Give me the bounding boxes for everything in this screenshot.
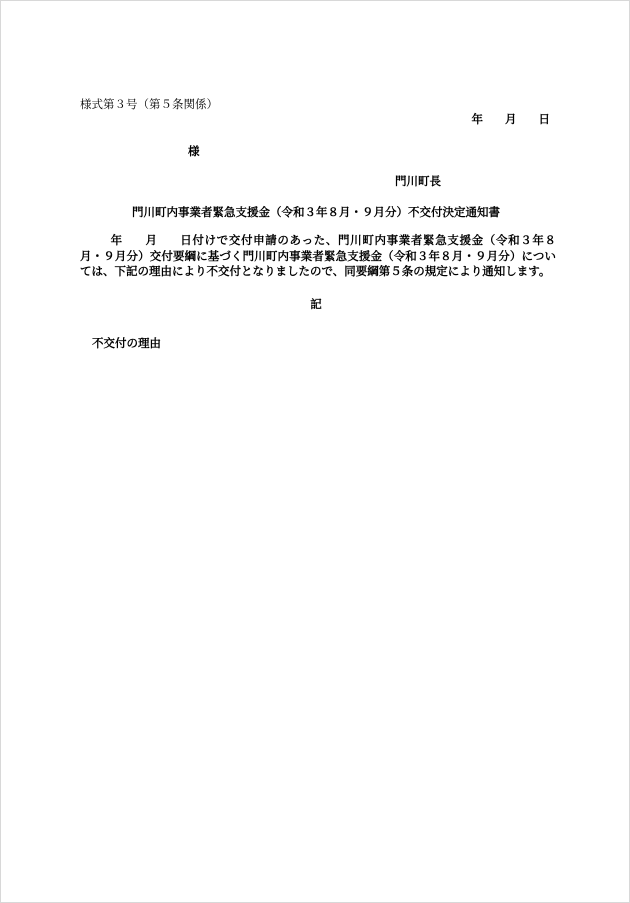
recipient-suffix: 様 <box>188 144 200 158</box>
date-year-label: 年 <box>471 112 483 126</box>
body-text: 日付けで交付申請のあった、門川町内事業者緊急支援金（令和３年８月・９月分）交付要綱に基づく門川町内事業者緊急支援金（令和３年８月・９月分）については、下記の理由により不交付となりましたので、同要綱第５条の規定により通知します。 <box>80 233 557 278</box>
date-line <box>472 111 551 127</box>
reason-label: 不交付の理由 <box>92 336 161 350</box>
issuer-name: 門川町長 <box>395 174 441 188</box>
document-title: 門川町内事業者緊急支援金（令和３年８月・９月分）不交付決定通知書 <box>132 205 500 219</box>
body-year-label: 年 <box>110 233 123 247</box>
ki-heading: 記 <box>310 297 322 311</box>
form-number: 様式第３号（第５条関係） <box>80 97 218 111</box>
date-day-label: 日 <box>538 112 550 126</box>
body-month-label: 月 <box>144 233 158 247</box>
date-month-label: 月 <box>505 112 517 126</box>
notice-body <box>80 233 556 280</box>
